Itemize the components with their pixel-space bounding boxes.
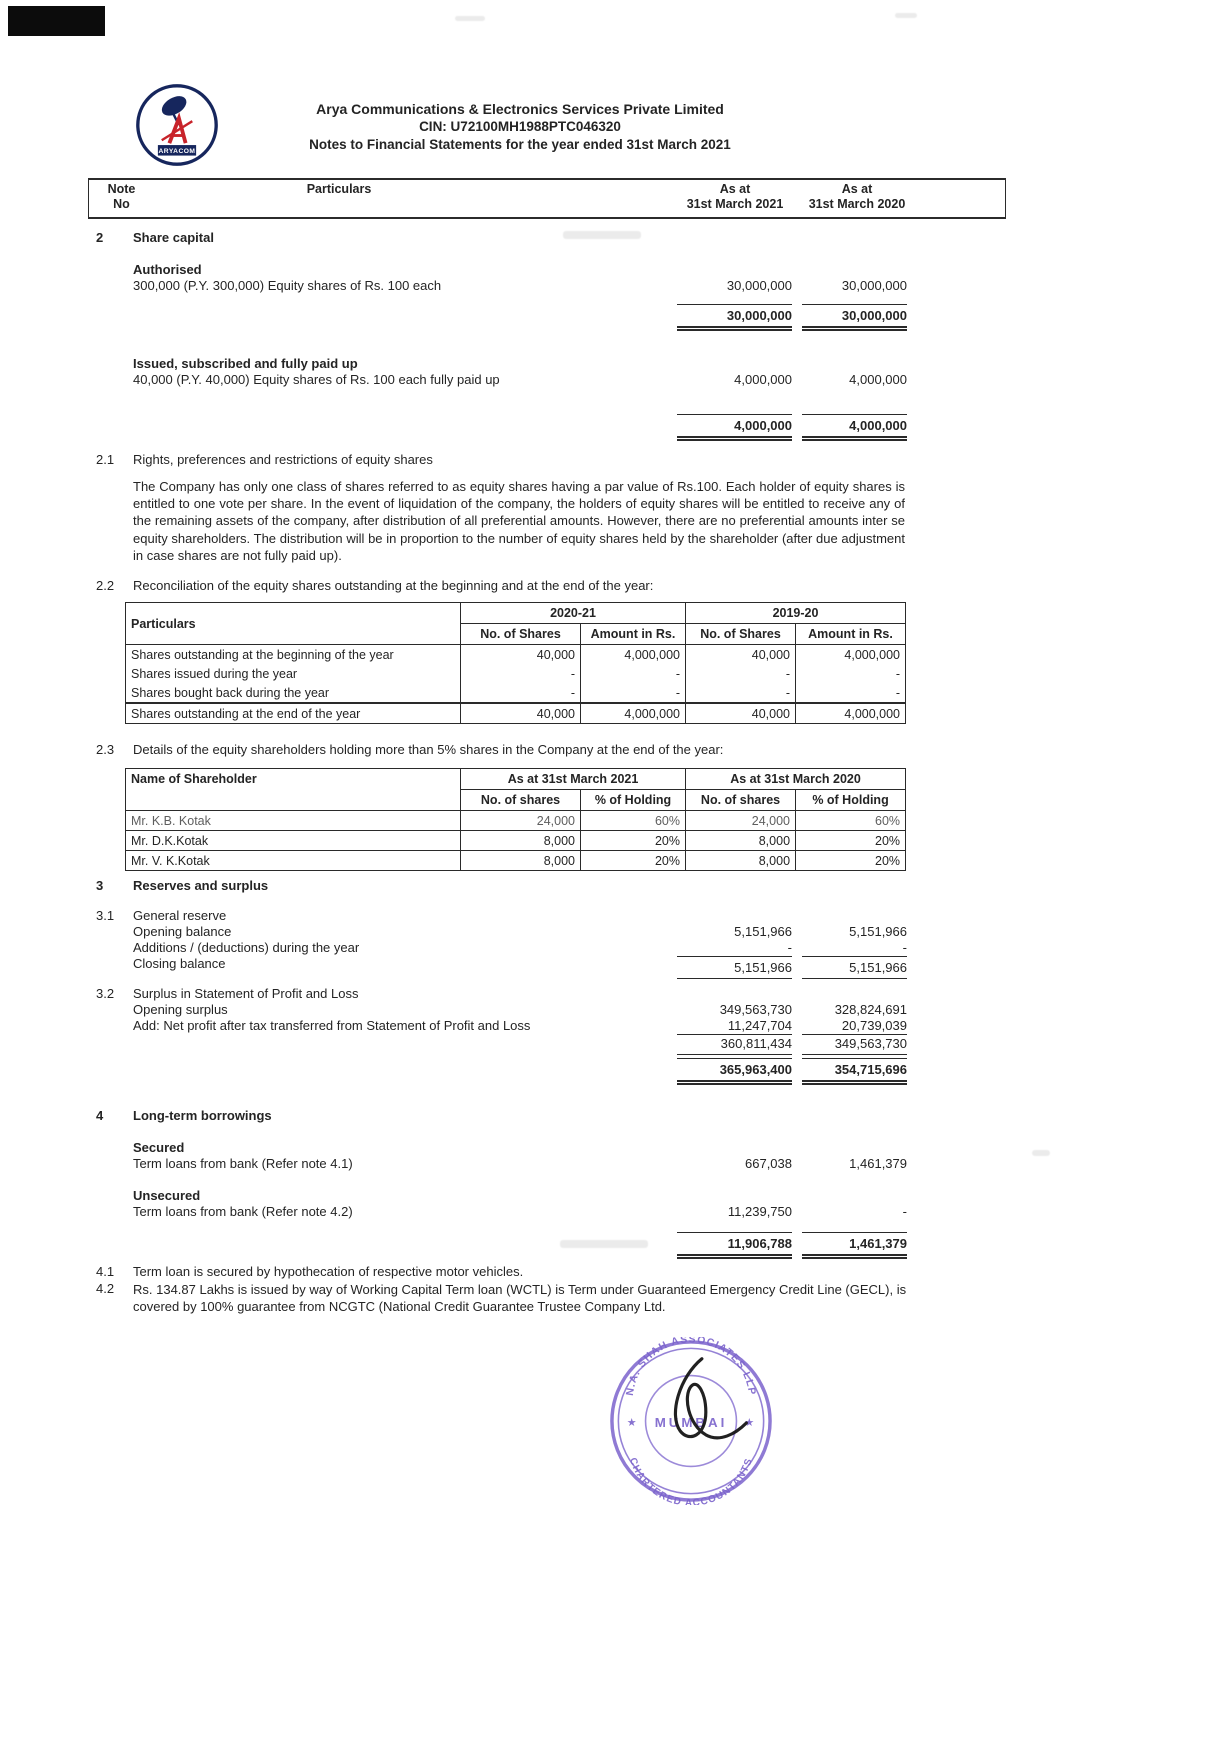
authorised-label: 300,000 (P.Y. 300,000) Equity shares of Rs. 100 each <box>133 278 442 293</box>
note2-2-title: Reconciliation of the equity shares outstanding at the beginning and at the end of the year: <box>133 578 654 593</box>
auditor-stamp <box>607 1337 775 1505</box>
cell: 4,000,000 <box>581 703 686 724</box>
note3-heading <box>88 878 907 894</box>
note2-1-title: Rights, preferences and restrictions of equity shares <box>133 452 433 467</box>
cell: 8,000 <box>461 851 581 871</box>
issued-label: 40,000 (P.Y. 40,000) Equity shares of Rs. 100 each fully paid up <box>133 372 500 387</box>
note4-2-number: 4.2 <box>96 1281 115 1296</box>
shareholders-table <box>125 768 906 871</box>
amount-2021: - <box>787 940 792 955</box>
statement-row <box>88 372 907 388</box>
note4-heading <box>88 1108 907 1124</box>
statement-row <box>88 1188 907 1204</box>
cell: 8,000 <box>461 831 581 851</box>
row-label: Opening balance <box>133 924 232 939</box>
note4-1-row <box>88 1264 907 1280</box>
col-note-no <box>94 182 149 212</box>
note3-number: 3 <box>96 878 104 893</box>
note4-total-2021: 11,906,788 <box>677 1232 792 1259</box>
table-header-row <box>126 769 906 790</box>
stamp-city: MUMBAI <box>654 1414 728 1430</box>
subheader-amount-2: Amount in Rs. <box>796 624 906 645</box>
note4-1-number: 4.1 <box>96 1264 115 1279</box>
cell: 40,000 <box>461 645 581 665</box>
row-label: Closing balance <box>133 956 226 971</box>
note3-2-title: Surplus in Statement of Profit and Loss <box>133 986 359 1001</box>
cell: 24,000 <box>686 811 796 831</box>
note3-1-block <box>88 908 907 979</box>
cell: - <box>686 664 796 683</box>
col-asat-2020-line2: 31st March 2020 <box>808 197 906 211</box>
table-header-row <box>126 603 906 624</box>
cell: - <box>461 683 581 703</box>
cell: - <box>581 664 686 683</box>
stamp-icon <box>607 1337 775 1505</box>
note2-heading <box>88 230 907 246</box>
subtotal-2021: 360,811,434 <box>677 1034 792 1055</box>
amount-2020: 20,739,039 <box>841 1018 907 1033</box>
cell: 60% <box>796 811 906 831</box>
statement-row-subtotal <box>88 1034 907 1055</box>
company-cin: CIN: U72100MH1988PTC046320 <box>419 119 621 134</box>
statement-row <box>88 1156 907 1172</box>
cell: - <box>796 683 906 703</box>
cell: - <box>461 664 581 683</box>
statement-row <box>88 1140 907 1156</box>
subheader-holding-1: % of Holding <box>581 790 686 811</box>
col-asat-2021-line1: As at <box>719 182 751 196</box>
note2-authorised-block <box>88 262 907 294</box>
amount-2020: 328,824,691 <box>834 1002 907 1017</box>
statement-row <box>88 940 907 956</box>
amount-2021: 667,038 <box>745 1156 792 1171</box>
col-note-line2: No <box>113 197 130 211</box>
row-label: Term loans from bank (Refer note 4.2) <box>133 1204 353 1219</box>
shareholder-row <box>126 811 906 831</box>
secured-heading: Secured <box>133 1140 185 1155</box>
note2-3-title: Details of the equity shareholders holding more than 5% shares in the Company at the end of the year: <box>133 742 724 757</box>
cell: 4,000,000 <box>796 703 906 724</box>
issued-heading: Issued, subscribed and fully paid up <box>133 356 358 371</box>
logo-text: ARYACOM <box>158 148 196 156</box>
subheader-shares-2: No. of Shares <box>686 624 796 645</box>
shareholder-row <box>126 831 906 851</box>
note4-2-row <box>88 1281 928 1315</box>
cell: 24,000 <box>461 811 581 831</box>
amount-2020: 4,000,000 <box>849 372 907 387</box>
cell: 60% <box>581 811 686 831</box>
subtotal-2020: 349,563,730 <box>802 1034 907 1055</box>
authorised-total-2020: 30,000,000 <box>802 304 907 331</box>
cell: - <box>581 683 686 703</box>
note2-3-number: 2.3 <box>96 742 115 757</box>
subheader-amount-1: Amount in Rs. <box>581 624 686 645</box>
note3-title: Reserves and surplus <box>133 878 269 893</box>
stamp-star-left: ★ <box>626 1416 637 1429</box>
amount-2021: 11,247,704 <box>727 1018 792 1033</box>
row-label: Additions / (deductions) during the year <box>133 940 360 955</box>
reconciliation-table <box>125 602 906 724</box>
note4-number: 4 <box>96 1108 104 1123</box>
issued-total-2021: 4,000,000 <box>677 414 792 441</box>
note4-2-text: Rs. 134.87 Lakhs is issued by way of Working Capital Term loan (WCTL) is Term under Guaranteed Emergency Credit Line (GECL), is covered by 100% guarantee from NCGTC (National Credit Guarantee Trustee Company Ltd. <box>133 1282 907 1314</box>
cell: - <box>796 664 906 683</box>
scan-smudge <box>895 13 917 18</box>
note2-title: Share capital <box>133 230 214 245</box>
header-shareholder-name: Name of Shareholder <box>126 769 461 811</box>
page-title: Notes to Financial Statements for the year ended 31st March 2021 <box>309 137 731 152</box>
statement-row <box>88 1002 907 1018</box>
cell: 40,000 <box>686 703 796 724</box>
row-label: Add: Net profit after tax transferred from Statement of Profit and Loss <box>133 1018 531 1033</box>
row-label: Shares issued during the year <box>126 664 461 683</box>
statement-row-closing <box>88 956 907 979</box>
note2-number: 2 <box>96 230 104 245</box>
row-label: Shares outstanding at the beginning of the year <box>126 645 461 665</box>
shareholder-row <box>126 851 906 871</box>
amount-2020: - <box>902 940 907 955</box>
row-label: Opening surplus <box>133 1002 228 1017</box>
header-asat-2020: As at 31st March 2020 <box>686 769 906 790</box>
svg-text:CHARTERED ACCOUNTANTS <box>627 1456 755 1505</box>
cell: 40,000 <box>686 645 796 665</box>
col-asat-2020-line1: As at <box>841 182 873 196</box>
stamp-firm-name: N.A. SHAH ASSOCIATES LLP <box>624 1337 758 1397</box>
header-particulars: Particulars <box>126 603 461 645</box>
amount-2021: 4,000,000 <box>734 372 792 387</box>
stamp-star-right: ★ <box>744 1416 755 1429</box>
shareholder-name: Mr. K.B. Kotak <box>126 811 461 831</box>
table-row-total <box>126 703 906 724</box>
cell: 20% <box>581 851 686 871</box>
statement-row <box>88 278 907 294</box>
amount-2021: 30,000,000 <box>726 278 792 293</box>
cell: 4,000,000 <box>796 645 906 665</box>
cell: - <box>686 683 796 703</box>
authorised-total-2021: 30,000,000 <box>677 304 792 331</box>
note2-issued-block <box>88 356 907 388</box>
col-asat-2020 <box>801 182 913 212</box>
row-label: Shares bought back during the year <box>126 683 461 703</box>
note3-total-2021: 365,963,400 <box>677 1058 792 1085</box>
col-particulars: Particulars <box>306 182 372 196</box>
cell: 20% <box>581 831 686 851</box>
scan-artifact-black-box <box>8 6 105 36</box>
note3-2-block <box>88 986 907 1055</box>
note2-3-heading <box>88 742 907 758</box>
subheader-shares-1: No. of Shares <box>461 624 581 645</box>
cell: 8,000 <box>686 851 796 871</box>
cell: 20% <box>796 851 906 871</box>
note3-total-2020: 354,715,696 <box>802 1058 907 1085</box>
subheader-holding-2: % of Holding <box>796 790 906 811</box>
document-header <box>240 100 800 154</box>
cell: 8,000 <box>686 831 796 851</box>
subheader-noshares-1: No. of shares <box>461 790 581 811</box>
note4-title: Long-term borrowings <box>133 1108 272 1123</box>
statement-row <box>88 1018 907 1034</box>
amount-2020: - <box>902 1204 907 1219</box>
header-2020-21: 2020-21 <box>461 603 686 624</box>
column-header-strip <box>88 178 1006 219</box>
scan-smudge <box>455 16 485 21</box>
shareholder-name: Mr. V. K.Kotak <box>126 851 461 871</box>
authorised-heading: Authorised <box>133 262 202 277</box>
statement-row <box>88 262 907 278</box>
amount-2020: 5,151,966 <box>849 924 907 939</box>
subheader-noshares-2: No. of shares <box>686 790 796 811</box>
scan-smudge <box>1032 1150 1050 1156</box>
note4-1-text: Term loan is secured by hypothecation of respective motor vehicles. <box>133 1264 524 1279</box>
amount-2020: 1,461,379 <box>849 1156 907 1171</box>
amount-2021: 5,151,966 <box>677 956 792 979</box>
stamp-designation: CHARTERED ACCOUNTANTS <box>626 1456 756 1505</box>
note3-1-number: 3.1 <box>96 908 115 923</box>
note2-2-number: 2.2 <box>96 578 115 593</box>
statement-row <box>88 986 907 1002</box>
amount-2021: 5,151,966 <box>734 924 792 939</box>
note2-1-number: 2.1 <box>96 452 115 467</box>
note2-2-heading <box>88 578 907 594</box>
note4-body <box>88 1140 907 1220</box>
statement-row <box>88 924 907 940</box>
col-asat-2021 <box>674 182 796 212</box>
header-asat-2021: As at 31st March 2021 <box>461 769 686 790</box>
note4-total-2020: 1,461,379 <box>802 1232 907 1259</box>
table-row <box>126 683 906 703</box>
aryacom-logo-icon <box>134 82 220 168</box>
amount-2020: 5,151,966 <box>802 956 907 979</box>
amount-2021: 349,563,730 <box>719 1002 792 1017</box>
header-2019-20: 2019-20 <box>686 603 906 624</box>
table-row <box>126 664 906 683</box>
table-row <box>126 645 906 665</box>
company-logo <box>134 82 220 168</box>
unsecured-heading: Unsecured <box>133 1188 201 1203</box>
cell: 4,000,000 <box>581 645 686 665</box>
note2-1-heading <box>88 452 907 468</box>
company-name: Arya Communications & Electronics Services Private Limited <box>316 101 724 117</box>
cell: 20% <box>796 831 906 851</box>
statement-row <box>88 1204 907 1220</box>
note4-total-row <box>88 1232 907 1259</box>
amount-2021: 11,239,750 <box>727 1204 792 1219</box>
note2-1-body: The Company has only one class of shares referred to as equity shares having a par value of Rs.100. Each holder of equity shares is entitled to one vote per share. In the event of liquidation of the company, the holders of equity shares will be entitled to receive any of the remaining assets of the company, after distribution of all preferential amounts. However, there are no preferential amounts inter se equity shareholders. The distribution will be in proportion to the number of equity shares held by the shareholder (after due adjustment in case shares are not fully paid up). <box>133 479 905 563</box>
cell: 40,000 <box>461 703 581 724</box>
row-label: Term loans from bank (Refer note 4.1) <box>133 1156 353 1171</box>
note2-issued-total-row <box>88 414 907 441</box>
note3-1-title: General reserve <box>133 908 227 923</box>
statement-row <box>88 908 907 924</box>
row-label: Shares outstanding at the end of the year <box>126 703 461 724</box>
shareholder-name: Mr. D.K.Kotak <box>126 831 461 851</box>
note3-total-row <box>88 1058 907 1085</box>
statement-row <box>88 356 907 372</box>
col-note-line1: Note <box>107 182 136 196</box>
col-asat-2021-line2: 31st March 2021 <box>686 197 784 211</box>
issued-total-2020: 4,000,000 <box>802 414 907 441</box>
note3-2-number: 3.2 <box>96 986 115 1001</box>
amount-2020: 30,000,000 <box>841 278 907 293</box>
note2-authorised-total-row <box>88 304 907 331</box>
